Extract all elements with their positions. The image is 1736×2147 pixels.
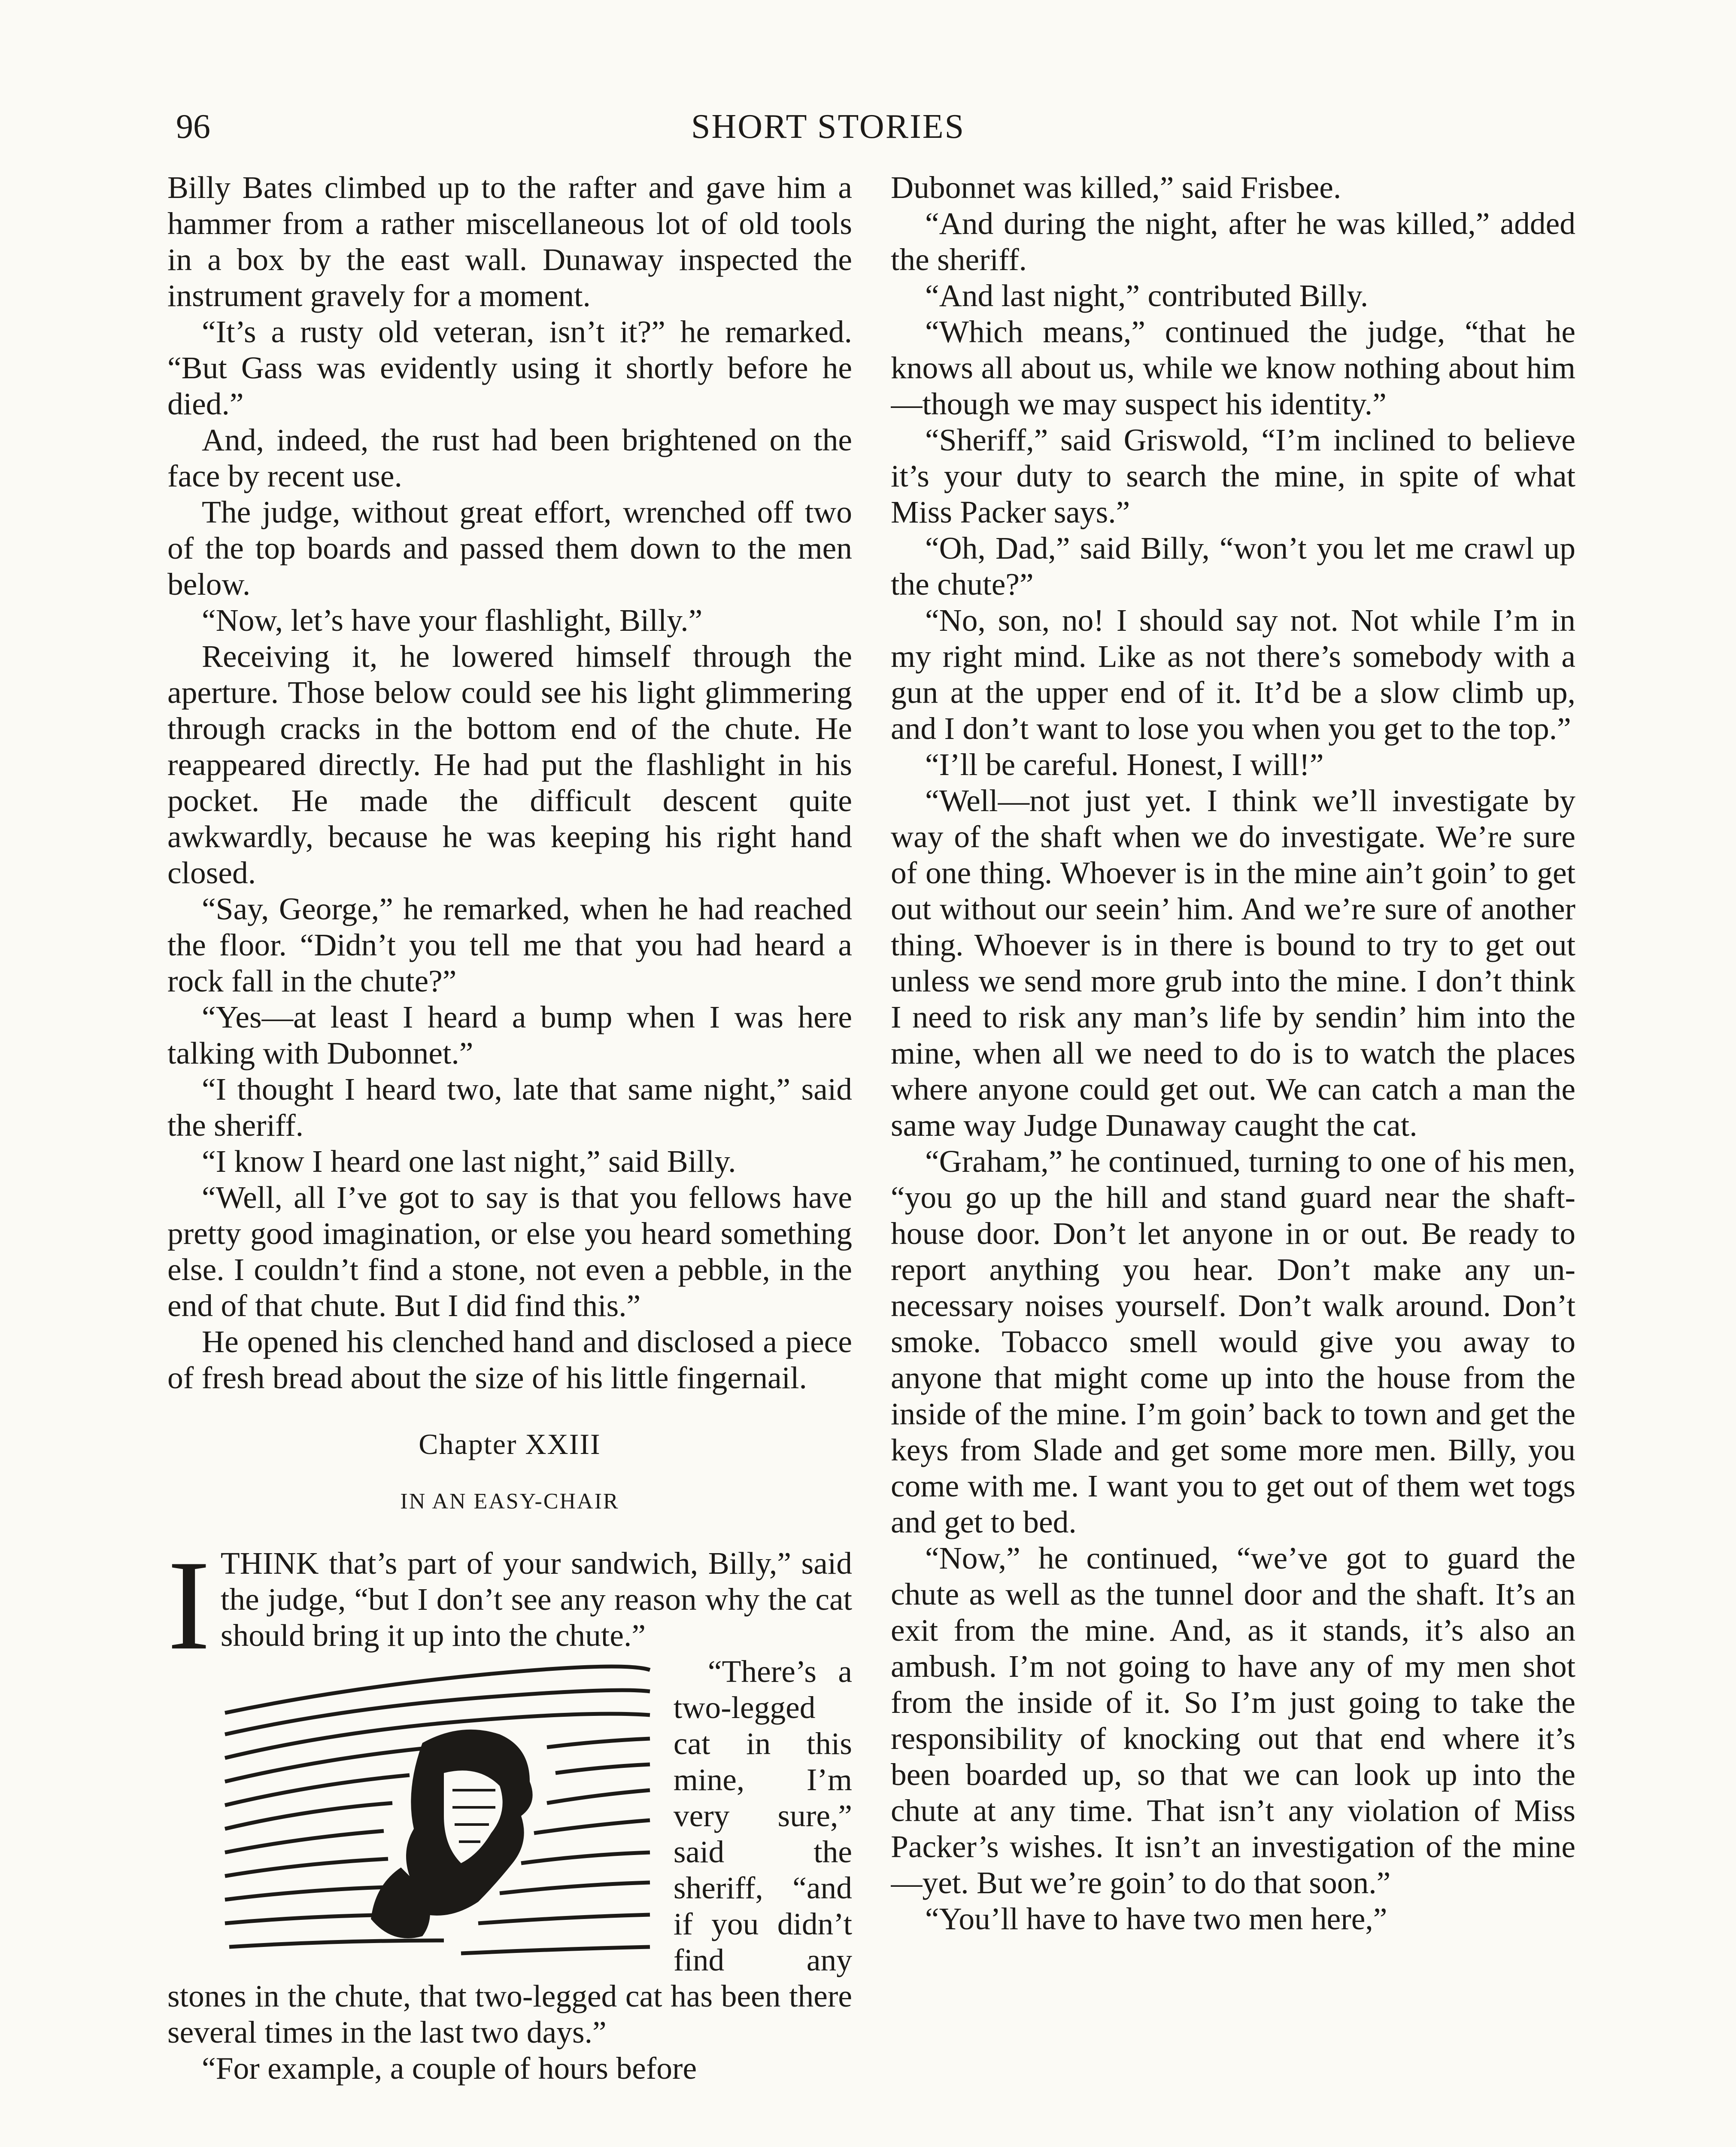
chapter-subtitle: IN AN EASY-CHAIR: [400, 1489, 619, 1514]
right-column: [891, 170, 1575, 2147]
page-number: 96: [176, 108, 210, 146]
paragraph-text: “There’s a two-legged cat in this mine, I’m very sure,” said the sheriff, “and if you didn’t find any stones in the chute, that two-legged cat has been there several times in the last two days.”: [167, 1654, 852, 2050]
paragraph: And, indeed, the rust had been brightened on the face by recent use.: [167, 423, 852, 493]
paragraph: “No, son, no! I should say not. Not while I’m in my right mind. Like as not there’s somebody with a gun at the upper end of it. It’d be a slow climb up, and I don’t want to lose you when you get to the top.”: [891, 603, 1575, 746]
paragraph: “Now,” he continued, “we’ve got to guard the chute as well as the tunnel door and the shaft. It’s an exit from the mine. And, as it stands, it’s also an ambush. I’m not going to have any of my men shot from the inside of it. So I’m just going to take the responsibility of knocking out that end where it’s been boarded up, so that we can look up into the chute at any time. That isn’t any violation of Miss Packer’s wishes. It isn’t an investigation of the mine—yet. But we’re goin’ to do that soon.”: [891, 1541, 1575, 1900]
running-head-title: SHORT STORIES: [691, 108, 965, 146]
paragraph: “Yes—at least I heard a bump when I was here talking with Dubonnet.”: [167, 1000, 852, 1070]
paragraph: “I’ll be careful. Honest, I will!”: [925, 747, 1324, 782]
paragraph: “And last night,” contributed Billy.: [925, 278, 1369, 313]
paragraph: “Say, George,” he remarked, when he had reached the floor. “Didn’t you tell me that you had heard a rock fall in the chute?”: [167, 891, 852, 998]
paragraph: Receiving it, he lowered himself through the aperture. Those below could see his light glimmering through cracks in the bottom end of the chute. He reappeared directly. He had put the flashlight in his pocket. He made the difficult descent quite awkwardly, because he was keeping his right hand closed.: [167, 639, 852, 890]
chapter-heading: Chapter XXIII: [419, 1428, 601, 1460]
paragraph: “Well—not just yet. I think we’ll investigate by way of the shaft when we do investigate. We’re sure of one thing. Whoever is in the mine ain’t goin’ to get out without our seein’ him. And we’re sure of another thing. Whoever is in there is bound to try to get out unless we send more grub into the mine. I don’t think I need to risk any man’s life by sendin’ him into the mine, when all we need to do is to watch the places where anyone could get out. We can catch a man the same way Judge Dunaway caught the cat.: [891, 783, 1575, 1143]
paragraph: “Graham,” he continued, turning to one of his men, “you go up the hill and stand guard near the shaft-house door. Don’t let anyone in or out. Be ready to report anything you hear. Don’t make any unnecessary noises yourself. Don’t walk around. Don’t smoke. Tobacco smell would give you away to anyone that might come up into the house from the inside of the mine. I’m goin’ back to town and get the keys from Slade and get some more men. Billy, you come with me. I want you to get out of them wet togs and get to bed.: [891, 1144, 1575, 1539]
paragraph: “I thought I heard two, late that same night,” said the sheriff.: [167, 1072, 852, 1143]
chapter-opening-text: THINK that’s part of your sandwich, Billy,” said the judge, “but I don’t see any reason why the cat should bring it up into the chute.”: [220, 1546, 852, 1653]
woodcut-illustration: [221, 1661, 656, 1968]
paragraph: “Oh, Dad,” said Billy, “won’t you let me crawl up the chute?”: [891, 531, 1575, 602]
paragraph: “Sheriff,” said Griswold, “I’m inclined to believe it’s your duty to search the mine, in spite of what Miss Packer says.”: [891, 423, 1575, 529]
drop-cap: I: [167, 1534, 210, 1676]
continued-line: Dubonnet was killed,” said Frisbee.: [891, 170, 1341, 205]
paragraph: Billy Bates climbed up to the rafter and gave him a hammer from a rather miscellaneous lot of old tools in a box by the east wall. Dunaway inspected the instrument gravely for a moment.: [167, 170, 852, 313]
paragraph-with-illustration: [167, 1654, 852, 2050]
paragraph: “And during the night, after he was killed,” added the sheriff.: [891, 206, 1575, 277]
paragraph: “You’ll have to have two men here,”: [925, 1901, 1387, 1936]
paragraph: “Well, all I’ve got to say is that you fellows have pretty good imagination, or else you heard something else. I couldn’t find a stone, not even a pebble, in the end of that chute. But I did find this.”: [167, 1180, 852, 1323]
left-column: [167, 170, 852, 2147]
paragraph: “I know I heard one last night,” said Billy.: [202, 1144, 736, 1179]
paragraph: The judge, without great effort, wrenched off two of the top boards and passed them down to the men below.: [167, 495, 852, 602]
paragraph: “For example, a couple of hours before: [202, 2051, 697, 2086]
chapter-opening-paragraph: [167, 1534, 852, 1676]
paragraph: He opened his clenched hand and disclosed a piece of fresh bread about the size of his little fingernail.: [167, 1324, 852, 1395]
paragraph: “It’s a rusty old veteran, isn’t it?” he remarked. “But Gass was evidently using it shortly before he died.”: [167, 314, 852, 421]
paragraph: “Which means,” continued the judge, “that he knows all about us, while we know nothing about him—though we may suspect his identity.”: [891, 314, 1575, 421]
paragraph: “Now, let’s have your flashlight, Billy.”: [202, 603, 703, 638]
